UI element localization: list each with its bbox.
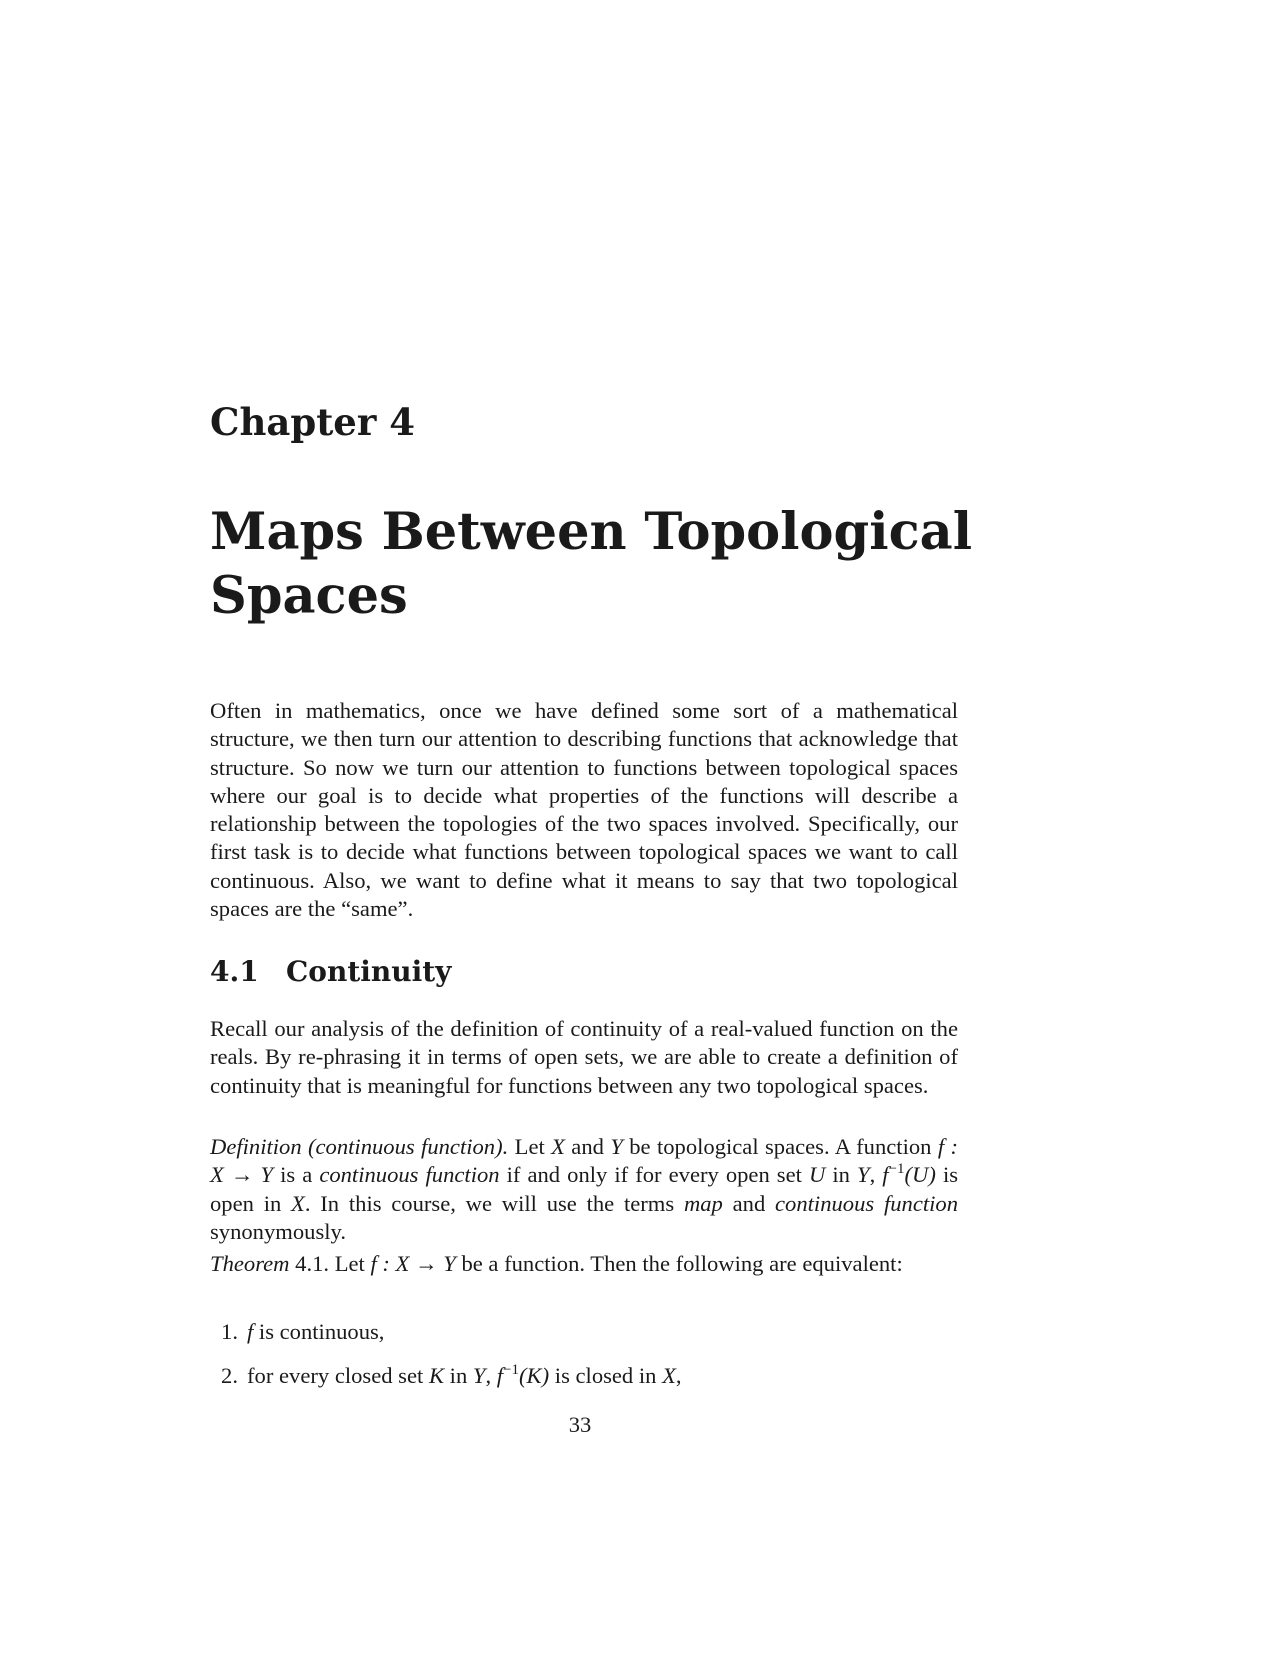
section-title: Continuity (286, 955, 452, 988)
math-exponent: −1 (503, 1362, 520, 1378)
defined-term: map (683, 1190, 723, 1216)
math-symbol: K (428, 1363, 445, 1388)
math-symbol: Y (856, 1162, 870, 1188)
list-item-text: , (485, 1363, 497, 1388)
list-item-text: for every closed set (247, 1363, 429, 1388)
definition-text: , (869, 1162, 883, 1188)
theorem-text: be a function. Then the following are equivalent: (455, 1251, 903, 1276)
defined-term: continuous function (319, 1162, 500, 1188)
list-marker: 2. (221, 1363, 238, 1388)
intro-paragraph: Often in mathematics, once we have defined some sort of a mathematical structure, we then turn our attention to describing functions that acknowledge that structure. So now we turn our attention to functions between topological spaces where our goal is to decide what properties of the functions will describe a relationship between the topologies of the two spaces involved. Specifically, our first task is to decide what functions between topological spaces we want to call continuous. Also, we want to define what it means to say that two topological spaces are the “same”. (210, 698, 958, 922)
math-exponent: −1 (888, 1161, 905, 1178)
math-symbol: Y (472, 1363, 486, 1388)
math-symbol: Y (610, 1134, 623, 1159)
definition-text: if and only if for every open set (499, 1162, 809, 1188)
definition-text: is open in (210, 1162, 959, 1216)
math-symbol: X (551, 1134, 565, 1159)
theorem-paragraph (210, 1250, 958, 1278)
math-symbol: U (808, 1162, 826, 1188)
definition-text: be topological spaces. A function (622, 1134, 938, 1159)
list-marker: 1. (221, 1319, 238, 1344)
definition-label: Definition (continuous function). (210, 1134, 509, 1159)
definition-text: and (564, 1134, 611, 1159)
list-item-text: is continuous, (253, 1319, 385, 1344)
math-expression: (U) (904, 1162, 936, 1188)
defined-term: continuous function (775, 1190, 959, 1216)
chapter-label: Chapter 4 (210, 400, 415, 444)
math-symbol: f (496, 1363, 504, 1388)
theorem-number: 4.1. (289, 1251, 330, 1276)
list-item (210, 1318, 958, 1346)
math-symbol: X (662, 1363, 676, 1388)
math-symbol: X (291, 1190, 305, 1216)
section-paragraph: Recall our analysis of the definition of continuity of a real-valued function on the reals. By re-phrasing it in terms of open sets, we are able to create a definition of continuity that is meaningful for functions between any two topological spaces. (210, 1016, 958, 1098)
list-item-text: in (444, 1363, 473, 1388)
theorem-label: Theorem (210, 1251, 290, 1276)
list-item-text: , (675, 1363, 682, 1388)
section-number: 4.1 (210, 955, 259, 988)
definition-paragraph (210, 1133, 958, 1246)
list-item (210, 1362, 958, 1390)
math-symbol: f (247, 1319, 254, 1344)
math-expression: (K) (519, 1363, 550, 1388)
math-expression: f : X → Y (370, 1251, 456, 1276)
math-expression: f : X → Y (210, 1134, 959, 1188)
definition-text: in (825, 1162, 857, 1188)
definition-text: . In this course, we will use the terms (304, 1190, 684, 1216)
definition-text: is a (273, 1162, 320, 1188)
section-heading (210, 955, 452, 988)
definition-text: and (722, 1190, 776, 1216)
theorem-text: Let (329, 1251, 371, 1276)
definition-text: synonymously. (210, 1218, 346, 1244)
list-item-text: is closed in (549, 1363, 663, 1388)
math-symbol: f (882, 1162, 889, 1188)
definition-text: Let (508, 1134, 552, 1159)
chapter-title: Maps Between Topological Spaces (210, 502, 973, 626)
page-number: 33 (568, 1412, 592, 1437)
